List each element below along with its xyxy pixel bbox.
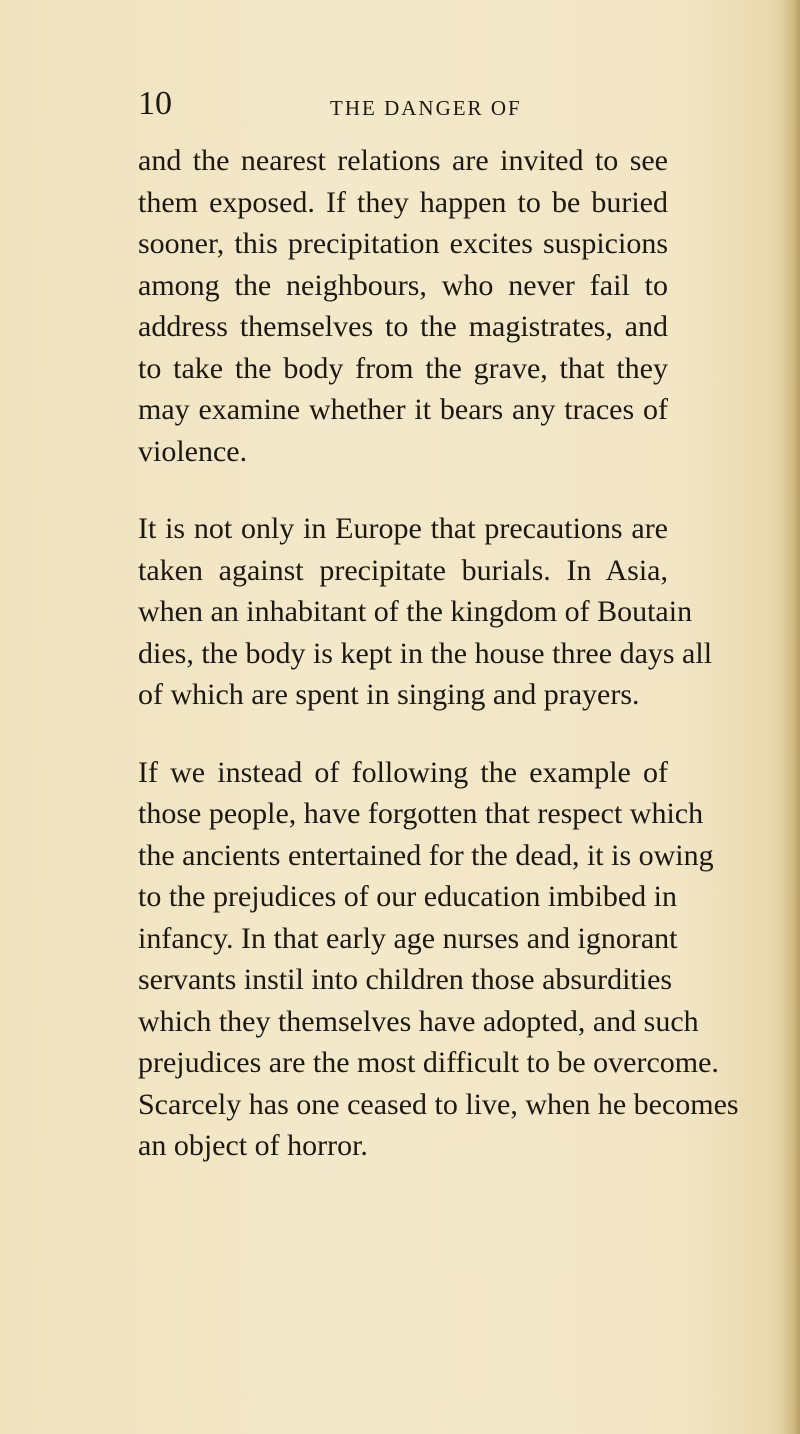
paragraph-3 [138,752,739,1167]
text-line: those people, have forgotten that respect which [138,797,704,830]
text-line: It is not only in Europe that precautions are [138,512,668,545]
text-line: taken against precipitate burials. In Asia, [138,553,668,587]
text-line: among the neighbours, who never fail to [138,268,668,302]
text-line: when an inhabitant of the kingdom of Boutain [138,595,693,628]
text-line: to take the body from the grave, that they [138,351,668,385]
text-line: which they themselves have adopted, and such [138,1004,699,1038]
text-line: dies, the body is kept in the house three days all [138,636,713,670]
text-line: the ancients entertained for the dead, it is owing [138,838,714,872]
running-head [138,84,658,124]
text-line: them exposed. If they happen to be buried [138,185,668,219]
text-line: of which are spent in singing and prayers. [138,678,640,711]
running-head-title: THE DANGER OF [330,96,522,120]
text-line: infancy. In that early age nurses and ignorant [138,921,678,955]
text-line: prejudices are the most difficult to be overcome. [138,1046,719,1079]
text-line: If we instead of following the example of [138,755,668,789]
text-line: an object of horror. [138,1129,368,1162]
text-line: to the prejudices of our education imbibed in [138,880,678,913]
text-line: and the nearest relations are invited to see [138,144,668,177]
text-line: address themselves to the magistrates, and [138,310,668,343]
page-edge-shadow [782,0,800,1434]
text-line: may examine whether it bears any traces of [138,393,668,426]
text-line: violence. [138,434,248,468]
text-line: Scarcely has one ceased to live, when he becomes [138,1087,739,1121]
paragraph-1 [138,140,668,472]
body-text [138,140,739,1203]
text-line: servants instil into children those absurdities [138,963,673,996]
paragraph-2 [138,508,713,716]
page-number: 10 [138,85,172,122]
text-line: sooner, this precipitation excites suspicions [138,227,668,260]
